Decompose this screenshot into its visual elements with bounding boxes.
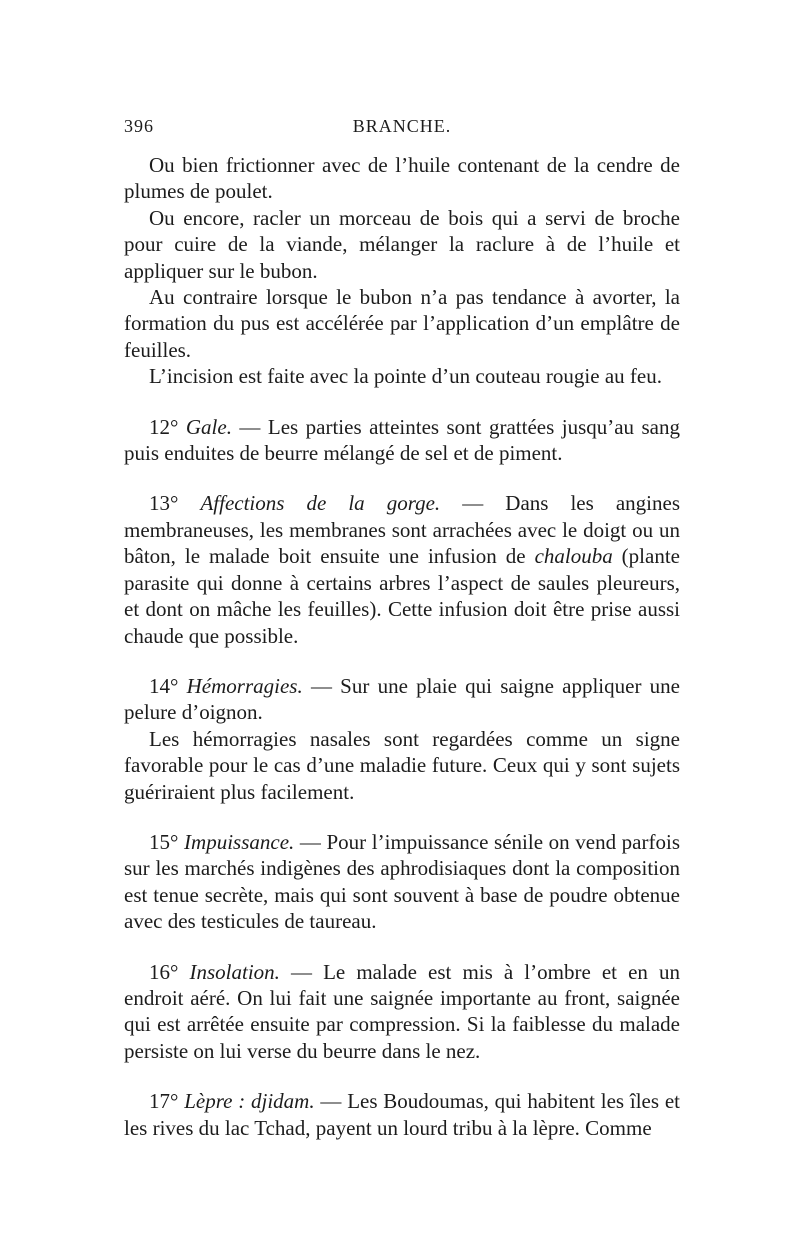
plant-term: chalouba [534,544,613,569]
section-heading: Affections de la gorge. [200,491,441,516]
section-heading: Hémorragies. [186,673,303,698]
section-number: 14° [149,673,179,698]
section-insolation: 16° Insolation. — Le malade est mis à l’ombre et en un endroit aéré. On lui fait une saignée importante au front, saignée qui est arrêtée ensuite par compression. Si la faiblesse du malade persiste on lui verse du beurre dans le nez. [124,959,680,1063]
section-impuissance: 15° Impuissance. — Pour l’impuissance sénile on vend parfois sur les marchés indigènes des aphrodisiaques dont la composition est tenue secrète, mais qui sont souvent à base de poudre obtenue avec des testicules de taureau. [124,829,681,934]
body-text [124,152,680,1141]
section-number: 12° [149,414,179,439]
paragraph: Au contraire lorsque le bubon n’a pas tendance à avorter, la formation du pus est accélérée par l’application d’un emplâtre de feuilles. [124,285,680,362]
section-heading: Lèpre : djidam. [184,1089,315,1114]
section-number: 16° [149,959,179,984]
running-title: BRANCHE. [352,116,452,136]
section-heading: Insolation. [189,959,280,984]
section-affections-gorge: 13° Affections de la gorge. — Dans les angines membraneuses, les membranes sont arrachées avec le doigt ou un bâton, le malade boit ensuite une infusion de chalouba (plante parasite qui donne à certains arbres l’aspect de saules pleureurs, et dont on mâche les feuilles). Cette infusion doit être prise aussi chaude que possible. [124,491,680,648]
section-lepre: 17° Lèpre : djidam. — Les Boudoumas, qui habitent les îles et les rives du lac Tchad, payent un lourd tribu à la lèpre. Comme [124,1089,680,1140]
paragraph: Ou encore, racler un morceau de bois qui a servi de broche pour cuire de la viande, mélanger la raclure à de l’huile et appliquer sur le bubon. [124,205,680,283]
page-number: 396 [124,116,154,136]
section-hemorragies: 14° Hémorragies. — Sur une plaie qui saigne appliquer une pelure d’oignon. [124,673,680,725]
paragraph: L’incision est faite avec la pointe d’un couteau rougie au feu. [149,364,662,389]
paragraph: Les hémorragies nasales sont regardées comme un signe favorable pour le cas d’une maladie future. Ceux qui y sont sujets guériraient plus facilement. [124,726,680,804]
section-number: 17° [149,1089,179,1114]
paragraph: Ou bien frictionner avec de l’huile contenant de la cendre de plumes de poulet. [124,153,680,204]
section-heading: Impuissance. [184,829,295,854]
running-head [124,116,680,142]
section-heading: Gale. [185,414,232,439]
section-number: 13° [149,491,179,516]
section-gale: 12° Gale. — Les parties atteintes sont grattées jusqu’au sang puis enduites de beurre mélangé de sel et de piment. [124,414,681,466]
section-number: 15° [149,829,179,854]
